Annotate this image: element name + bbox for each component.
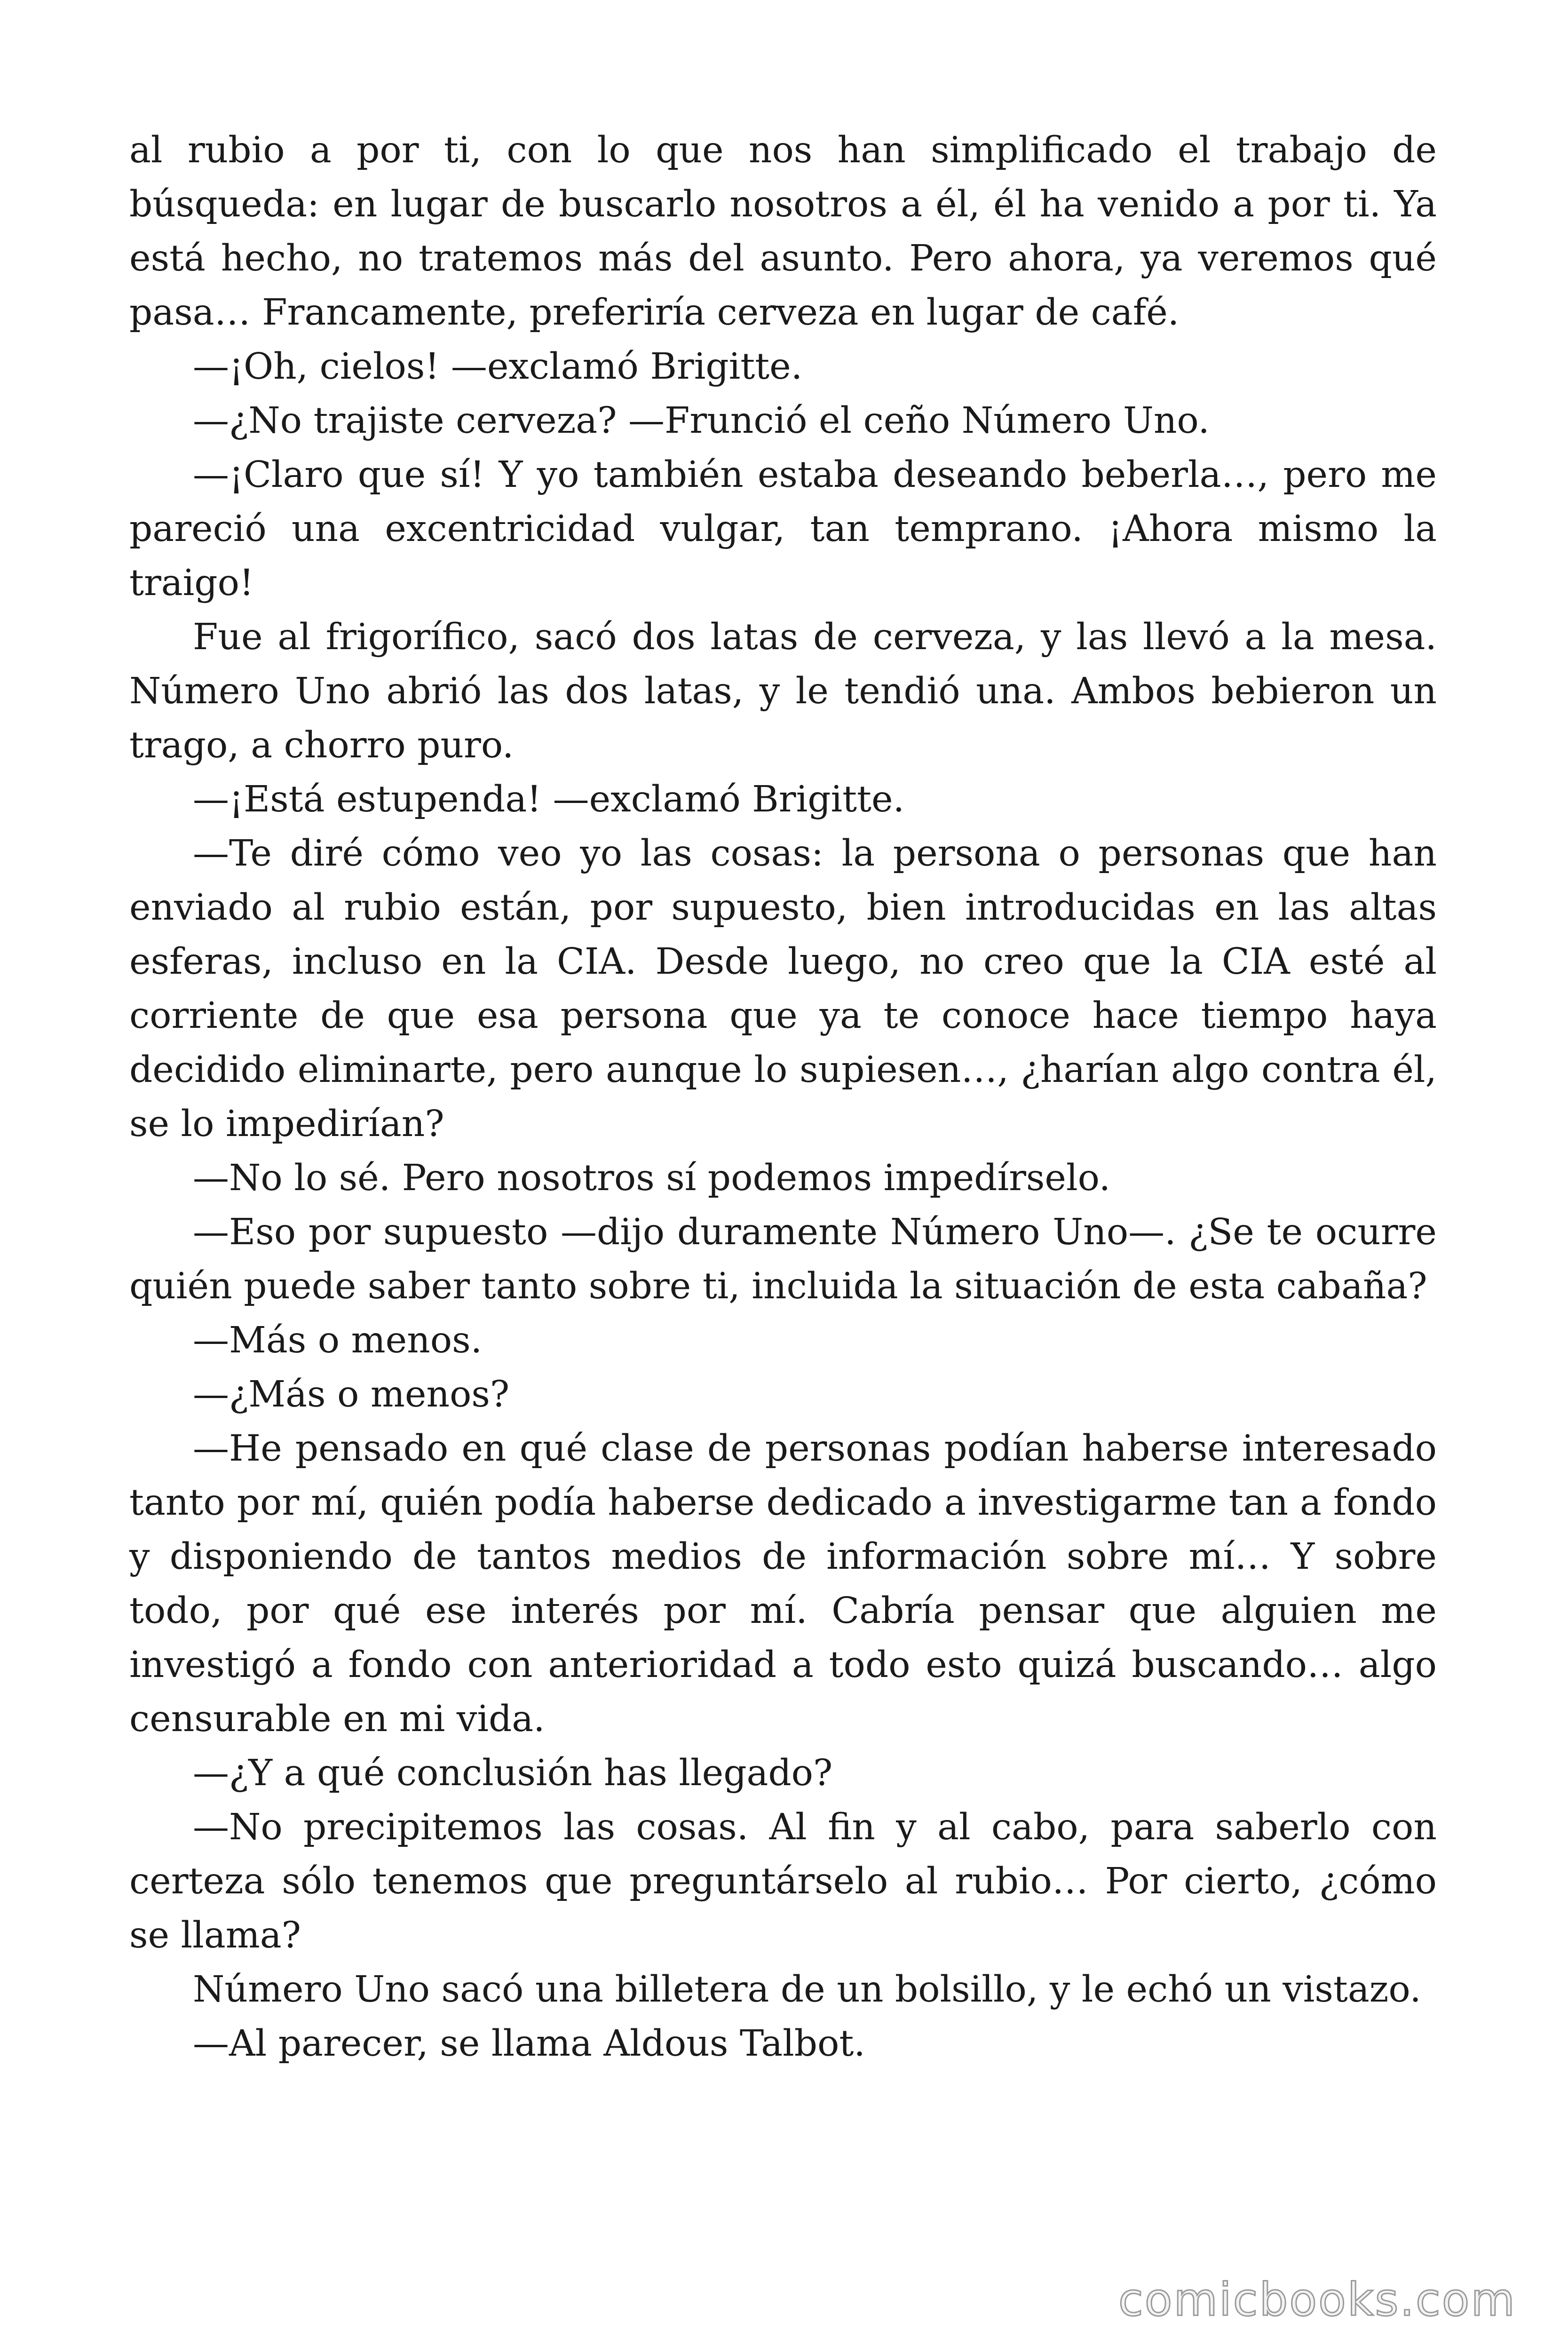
dialogue-paragraph: —No lo sé. Pero nosotros sí podemos impedírselo. <box>193 1157 1111 1199</box>
dialogue-paragraph: —Eso por supuesto —dijo duramente Número Uno—. ¿Se te ocurre quién puede saber tanto sobre ti, incluida la situación de esta cabaña? <box>129 1211 1437 1307</box>
narrative-paragraph: Número Uno sacó una billetera de un bolsillo, y le echó un vistazo. <box>193 1969 1421 2010</box>
dialogue-paragraph: —¿Más o menos? <box>193 1374 510 1415</box>
narrative-paragraph: Fue al frigorífico, sacó dos latas de cerveza, y las llevó a la mesa. Número Uno abrió las dos latas, y le tendió una. Ambos bebieron un trago, a chorro puro. <box>129 616 1437 766</box>
dialogue-paragraph: —No precipitemos las cosas. Al fin y al cabo, para saberlo con certeza sólo tenemos que preguntárselo al rubio… Por cierto, ¿cómo se llama? <box>129 1806 1437 1956</box>
dialogue-paragraph: —¿Y a qué conclusión has llegado? <box>193 1752 833 1794</box>
dialogue-paragraph: —He pensado en qué clase de personas podían haberse interesado tanto por mí, quién podía haberse dedicado a investigarme tan a fondo y disponiendo de tantos medios de información sobre mí… Y sobre todo, por qué ese interés por mí. Cabría pensar que alguien me investigó a fondo con anterioridad a todo esto quizá buscando… algo censurable en mi vida. <box>129 1428 1437 1740</box>
dialogue-paragraph: —Al parecer, se llama Aldous Talbot. <box>193 2023 865 2065</box>
dialogue-paragraph: —¡Claro que sí! Y yo también estaba deseando beberla…, pero me pareció una excentricidad vulgar, tan temprano. ¡Ahora mismo la traigo! <box>129 454 1437 604</box>
dialogue-paragraph: —Más o menos. <box>193 1319 483 1361</box>
dialogue-paragraph: —¡Está estupenda! —exclamó Brigitte. <box>193 779 905 820</box>
dialogue-paragraph: —¿No trajiste cerveza? —Frunció el ceño Número Uno. <box>193 400 1210 442</box>
watermark: comicbooks.com <box>1118 2273 1516 2326</box>
dialogue-paragraph: —¡Oh, cielos! —exclamó Brigitte. <box>193 346 803 388</box>
paragraph-continued: al rubio a por ti, con lo que nos han simplificado el trabajo de búsqueda: en lugar de buscarlo nosotros a él, él ha venido a por ti. Ya está hecho, no tratemos más del asunto. Pero ahora, ya veremos qué pasa… Francamente, preferiría cerveza en lugar de café. <box>129 129 1437 334</box>
dialogue-paragraph: —Te diré cómo veo yo las cosas: la persona o personas que han enviado al rubio están, por supuesto, bien introducidas en las altas esferas, incluso en la CIA. Desde luego, no creo que la CIA esté al corriente de que esa persona que ya te conoce hace tiempo haya decidido eliminarte, pero aunque lo supiesen…, ¿harían algo contra él, se lo impedirían? <box>129 833 1437 1145</box>
body-text <box>129 123 1437 2071</box>
